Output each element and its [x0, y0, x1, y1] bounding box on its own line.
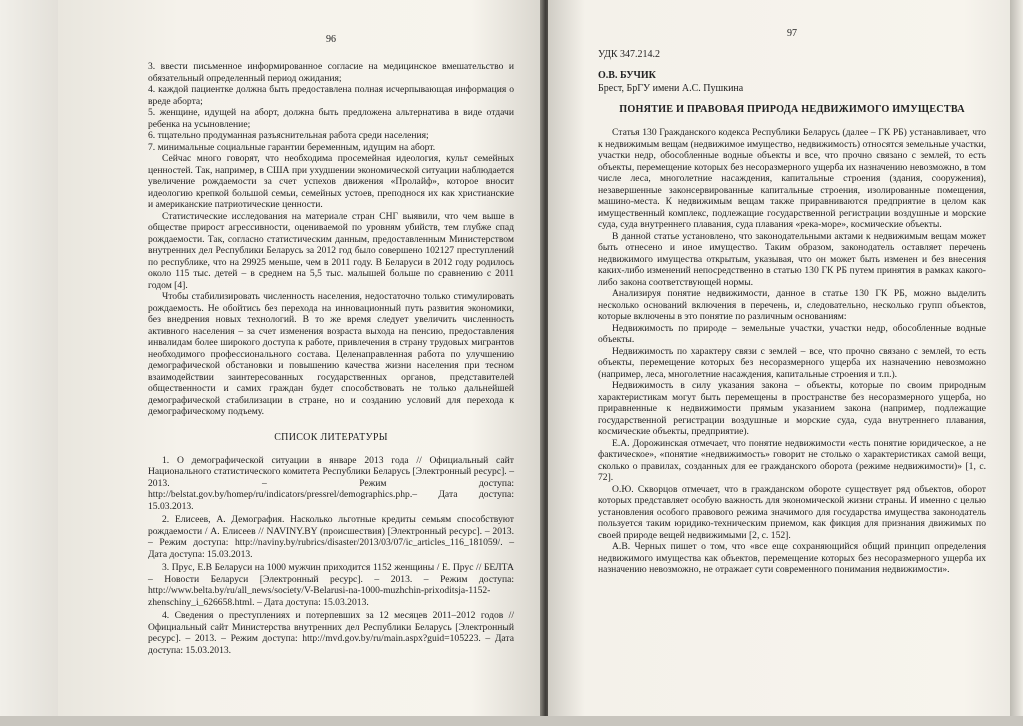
- article-title: ПОНЯТИЕ И ПРАВОВАЯ ПРИРОДА НЕДВИЖИМОГО ИМУЩЕСТВА: [619, 104, 965, 115]
- left-page: [58, 0, 544, 716]
- body-paragraph: Недвижимость по природе – земельные участки, участки недр, обособленные водные объекты.: [598, 322, 986, 345]
- body-paragraph: Недвижимость в силу указания закона – объекты, которые по своим природным характеристикам могут быть перемещены в пространстве без несоразмерного ущерба, но приравненные к недвижимости прямым указанием закона (например, подлежащие государственной регистрации воздушные и морские суда, суда внутреннего плавания, космические объекты, предприятие).: [598, 380, 986, 437]
- page-number-left: 96: [326, 34, 336, 45]
- references-list: [148, 455, 514, 657]
- list-item: 5. женщине, идущей на аборт, должна быть предложена альтернатива в виде отдачи ребенка на усыновление;: [148, 107, 514, 130]
- scan-bottom-edge: [0, 716, 1023, 726]
- list-item: 4. каждой пациентке должна быть предоставлена полная исчерпывающая информация о вреде аборта;: [148, 84, 514, 107]
- body-paragraph: Недвижимость по характеру связи с землей – все, что прочно связано с землей, то есть объекты, перемещение которых без несоразмерного ущерба их назначению невозможно (например, леса, многолетние насаждения, капитальные строения и т.п.).: [598, 345, 986, 380]
- page-edge: [1010, 0, 1023, 726]
- body-paragraph: В данной статье установлено, что законодательными актами к недвижимым вещам может быть отнесено и иное имущество. Таким образом, законодатель оставляет перечень недвижимого имущества открытым, указывая, что он может быть изменен и без внесения каких-либо изменений непосредственно в статью 130 ГК РБ путем принятия в рамках какого-либо закона соответствующей нормы.: [598, 230, 986, 288]
- body-paragraph: А.В. Черных пишет о том, что «все еще сохраняющийся общий принцип определения недвижимого имущества как объектов, перемещение которых без несоразмерного ущерба их назначению невозможно, не отражает сути современного понимания недвижимости».: [598, 541, 986, 575]
- body-paragraph: Чтобы стабилизировать численность населения, недостаточно только стимулировать рождаемость. Не обойтись без перехода на инновационный путь развития экономики, без внедрения новых технологий. В то же время следует увеличить численность активного населения – за счет изменения возраста выхода на пенсию, предоставления инвалидам более широкого доступа к работе, привлечения в страну трудовых мигрантов необходимого профессионального состава. Целенаправленная работа по улучшению демографической обстановки и повышению качества жизни населения при тесном взаимодействии заинтересованных государственных органов, представителей общественности и самих граждан будет способствовать не только дальнейшей демографической стабилизации в стране, но и созданию условий для перехода к демографическому подъему.: [148, 291, 514, 417]
- body-paragraph: Е.А. Дорожинская отмечает, что понятие недвижимости «есть понятие юридическое, а не фактическое», «понятие «недвижимость» говорит не столько о характеристиках самой вещи, сколько о правилах, созданных для ее гражданского оборота (режиме недвижимости)» [1, с. 72].: [598, 437, 986, 483]
- reference-item: 2. Елисеев, А. Демография. Насколько льготные кредиты семьям способствуют рождаемости / А. Елисеев // NAVINY.BY (происшествия) [Электронный ресурс]. – 2013. – Режим доступа: http://naviny.by/rubrics/disaster/2013/03/07/ic_articles_116_181059/. – Дата доступа: 15.03.2013.: [148, 514, 514, 560]
- reference-item: 4. Сведения о преступлениях и потерпевших за 12 месяцев 2011–2012 годов // Официальный сайт Министерства внутренних дел Республики Беларусь [Электронный ресурс]. – 2013. – Режим доступа: http://mvd.gov.by/ru/main.aspx?guid=105223. – Дата доступа: 15.03.2013.: [148, 610, 514, 656]
- author-name: О.В. БУЧИК: [598, 70, 656, 81]
- body-paragraph: О.Ю. Скворцов отмечает, что в гражданском обороте существует ряд объектов, оборот которых представляет особую важность для экономической жизни страны. И именно с целью установления особого правового режима значимого для государства имущества законодатель пользуется таким юридико-техническим приемом, как фикция для признания движимых по своей природе вещей недвижимыми [2, с. 152].: [598, 483, 986, 541]
- body-paragraph: Статья 130 Гражданского кодекса Республики Беларусь (далее – ГК РБ) устанавливает, что к недвижимым вещам (недвижимое имущество, недвижимость) относятся земельные участки, участки недр, обособленные водные объекты и все, что прочно связано с землей, то есть объекты, перемещение которых без несоразмерного ущерба их назначению невозможно, в том числе леса, многолетние насаждения, капитальные строения (здания, сооружения), незавершенные законсервированные капитальные строения, изолированные помещения, машино-места. К недвижимым вещам также приравниваются предприятие в целом как имущественный комплекс, подлежащие государственной регистрации воздушные и морские суда, суда внутреннего плавания, суда плавания «река-море», космические объекты.: [598, 127, 986, 230]
- list-item: 6. тщательно продуманная разъяснительная работа среди населения;: [148, 130, 429, 141]
- page-number-right: 97: [787, 28, 797, 39]
- list-item: 7. минимальные социальные гарантии беременным, идущим на аборт.: [148, 141, 436, 153]
- right-page: [548, 0, 1010, 716]
- body-paragraph: Сейчас много говорят, что необходима просемейная идеология, культ семейных ценностей. Так, например, в США при ухудшении экономической ситуации наблюдается увеличение рождаемости за счет успехов движения «Пролайф», которое вносит идеологию крепкой большой семьи, семейных устоев, преподнося их как христианские и американские патриотические ценности.: [148, 153, 514, 210]
- author-affiliation: Брест, БрГУ имени А.С. Пушкина: [598, 83, 744, 94]
- list-item: 3. ввести письменное информированное согласие на медицинское вмешательство и обязательный определенный период ожидания;: [148, 61, 514, 84]
- reference-item: 1. О демографической ситуации в январе 2013 года // Официальный сайт Национального статистического комитета Республики Беларусь [Электронный ресурс]. – 2013. – Режим доступа: http://belstat.gov.by/homep/ru/indicators/pressrel/demographics.php.– Дата доступа: 15.03.2013.: [148, 454, 514, 512]
- reference-item: 3. Прус, Е.В Беларуси на 1000 мужчин приходится 1152 женщины / Е. Прус // БЕЛТА – Новости Беларуси [Электронный ресурс]. – 2013. – Режим доступа: http://www.belta.by/ru/all_news/society/V-Belarusi-na-1000-muzhchin-prixoditsja-1152-zhenschiny_i_626658.html. – Дата доступа: 15.03.2013.: [148, 562, 514, 608]
- body-paragraph: Статистические исследования на материале стран СНГ выявили, что чем выше в обществе прирост агрессивности, оцениваемой по уровням убийств, тем глубже спад рождаемости. Так, согласно статистическим данным, предоставленным Министерством внутренних дел Республики Беларусь за 2012 год было совершено 102127 преступлений по республике, что на 29925 меньше, чем в 2011 году. В Беларуси в 2012 году родилось около 115 тыс. детей – в среднем на 5,5 тыс. малышей больше по сравнению с 2011 годом [4].: [148, 210, 514, 291]
- body-paragraph: Анализируя понятие недвижимости, данное в статье 130 ГК РБ, можно выделить несколько оснований включения в перечень, и, следовательно, несколько групп объектов, которые включены в это понятие по различным основаниям:: [598, 288, 986, 322]
- references-heading: СПИСОК ЛИТЕРАТУРЫ: [274, 431, 388, 443]
- scan-margin: [0, 0, 58, 726]
- udk-code: УДК 347.214.2: [598, 49, 661, 60]
